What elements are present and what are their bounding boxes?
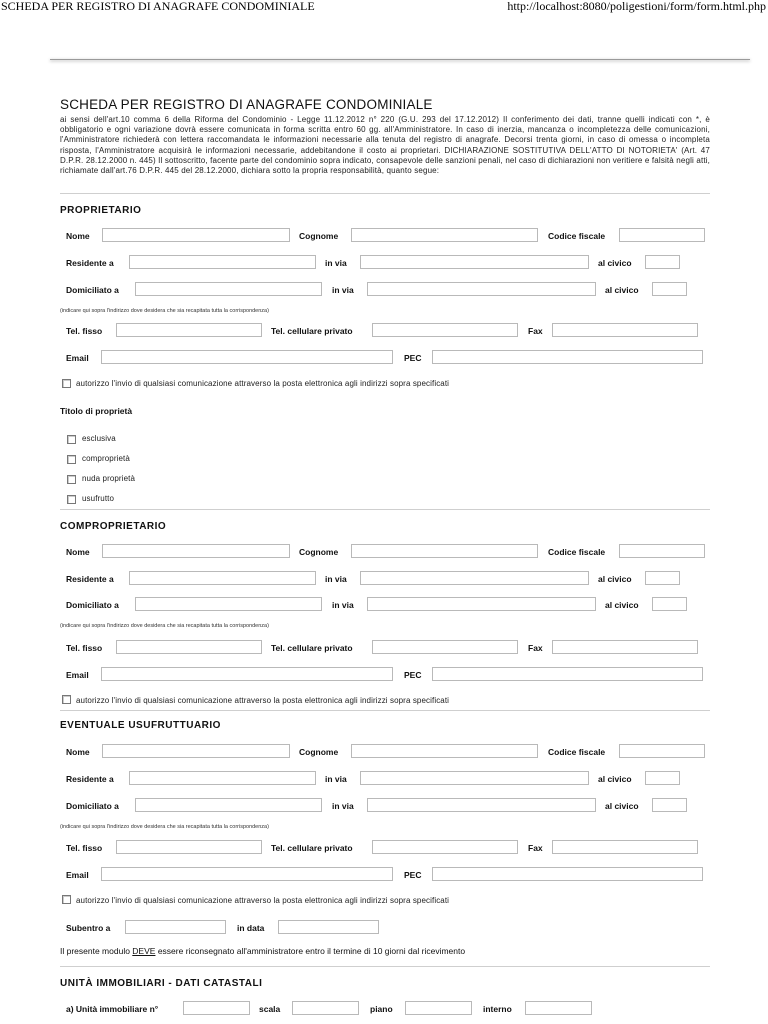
esclusiva-checkbox[interactable]	[67, 435, 76, 444]
civico-domicilio-field[interactable]	[652, 597, 687, 611]
label-cognome: Cognome	[299, 747, 339, 757]
label-codice-fiscale: Codice fiscale	[548, 547, 606, 557]
nuda-proprieta-checkbox[interactable]	[67, 475, 76, 484]
nome-field[interactable]	[102, 544, 290, 558]
via-domicilio-field[interactable]	[367, 282, 596, 296]
civico-domicilio-field[interactable]	[652, 798, 687, 812]
scala-field[interactable]	[292, 1001, 359, 1015]
section-unita-immobiliari: UNITÀ IMMOBILIARI - DATI CATASTALI	[60, 978, 263, 989]
codice-fiscale-field[interactable]	[619, 544, 705, 558]
label-tel-cellulare: Tel. cellulare privato	[271, 643, 353, 653]
label-nome: Nome	[66, 547, 90, 557]
tel-cellulare-field[interactable]	[372, 840, 518, 854]
label-in-via: in via	[325, 258, 347, 268]
label-nome: Nome	[66, 231, 90, 241]
label-domiciliato: Domiciliato a	[66, 285, 119, 295]
autorizzo-label: autorizzo l'invio di qualsiasi comunicazione attraverso la posta elettronica agli indirizzi sopra specificati	[76, 379, 450, 388]
label-residente: Residente a	[66, 574, 114, 584]
residente-field[interactable]	[129, 771, 316, 785]
section-usufruttuario: EVENTUALE USUFRUTTUARIO	[60, 720, 221, 731]
comproprieta-checkbox[interactable]	[67, 455, 76, 464]
divider	[60, 509, 710, 510]
domiciliato-field[interactable]	[135, 282, 322, 296]
label-in-via: in via	[332, 801, 354, 811]
label-tel-cellulare: Tel. cellulare privato	[271, 326, 353, 336]
label-in-via: in via	[325, 774, 347, 784]
via-residenza-field[interactable]	[360, 771, 589, 785]
domiciliato-field[interactable]	[135, 798, 322, 812]
domicilio-note: (indicare qui sopra l'indirizzo dove desidera che sia recapitata tutta la corrispondenza)	[60, 308, 269, 314]
label-fax: Fax	[528, 843, 543, 853]
pec-field[interactable]	[432, 867, 703, 881]
piano-field[interactable]	[405, 1001, 472, 1015]
option-nuda-proprieta: nuda proprietà	[82, 474, 135, 483]
label-residente: Residente a	[66, 258, 114, 268]
civico-residenza-field[interactable]	[645, 571, 680, 585]
label-in-via: in via	[325, 574, 347, 584]
option-usufrutto: usufrutto	[82, 494, 115, 503]
option-comproprieta: comproprietà	[82, 454, 130, 463]
fax-field[interactable]	[552, 840, 698, 854]
label-al-civico: al civico	[598, 258, 632, 268]
label-pec: PEC	[404, 670, 422, 680]
label-scala: scala	[259, 1004, 281, 1014]
email-field[interactable]	[101, 867, 393, 881]
label-domiciliato: Domiciliato a	[66, 600, 119, 610]
label-in-via: in via	[332, 285, 354, 295]
civico-residenza-field[interactable]	[645, 255, 680, 269]
residente-field[interactable]	[129, 255, 316, 269]
divider	[60, 193, 710, 194]
tel-fisso-field[interactable]	[116, 323, 262, 337]
codice-fiscale-field[interactable]	[619, 744, 705, 758]
section-comproprietario: COMPROPRIETARIO	[60, 521, 167, 532]
pec-field[interactable]	[432, 667, 703, 681]
label-in-via: in via	[332, 600, 354, 610]
label-al-civico: al civico	[605, 285, 639, 295]
top-divider	[50, 59, 750, 60]
notice-emphasis: DEVE	[132, 946, 156, 956]
fax-field[interactable]	[552, 323, 698, 337]
label-fax: Fax	[528, 643, 543, 653]
label-piano: piano	[370, 1004, 393, 1014]
email-field[interactable]	[101, 350, 393, 364]
pec-field[interactable]	[432, 350, 703, 364]
via-domicilio-field[interactable]	[367, 798, 596, 812]
subentro-data-field[interactable]	[278, 920, 379, 934]
fax-field[interactable]	[552, 640, 698, 654]
label-al-civico: al civico	[598, 574, 632, 584]
autorizzo-checkbox[interactable]	[62, 695, 71, 704]
tel-fisso-field[interactable]	[116, 840, 262, 854]
cognome-field[interactable]	[351, 744, 538, 758]
label-email: Email	[66, 670, 89, 680]
civico-residenza-field[interactable]	[645, 771, 680, 785]
label-residente: Residente a	[66, 774, 114, 784]
via-residenza-field[interactable]	[360, 255, 589, 269]
label-subentro: Subentro a	[66, 923, 111, 933]
print-header-url: http://localhost:8080/poligestioni/form/form.html.php	[507, 0, 766, 13]
domicilio-note: (indicare qui sopra l'indirizzo dove desidera che sia recapitata tutta la corrispondenza)	[60, 623, 269, 629]
autorizzo-label: autorizzo l'invio di qualsiasi comunicazione attraverso la posta elettronica agli indirizzi sopra specificati	[76, 696, 450, 705]
via-residenza-field[interactable]	[360, 571, 589, 585]
label-in-data: in data	[237, 923, 265, 933]
interno-field[interactable]	[525, 1001, 592, 1015]
label-fax: Fax	[528, 326, 543, 336]
via-domicilio-field[interactable]	[367, 597, 596, 611]
label-email: Email	[66, 353, 89, 363]
divider	[60, 966, 710, 967]
unita-n-field[interactable]	[183, 1001, 250, 1015]
titolo-proprieta-label: Titolo di proprietà	[60, 406, 133, 416]
section-proprietario: PROPRIETARIO	[60, 205, 142, 216]
nome-field[interactable]	[102, 744, 290, 758]
label-nome: Nome	[66, 747, 90, 757]
label-cognome: Cognome	[299, 231, 339, 241]
label-email: Email	[66, 870, 89, 880]
email-field[interactable]	[101, 667, 393, 681]
cognome-field[interactable]	[351, 228, 538, 242]
label-tel-fisso: Tel. fisso	[66, 326, 103, 336]
label-codice-fiscale: Codice fiscale	[548, 747, 606, 757]
label-al-civico: al civico	[598, 774, 632, 784]
domicilio-note: (indicare qui sopra l'indirizzo dove desidera che sia recapitata tutta la corrispondenza)	[60, 824, 269, 830]
intro-paragraph: ai sensi dell'art.10 comma 6 della Riforma del Condominio - Legge 11.12.2012 n° 220 (G.U. 293 del 17.12.2012) Il conferimento dei dati, tranne quelli indicati con *, è obbligatorio e ogni variazione dovrà essere comunicata in forma scritta entro 60 gg. all'Amministratore. In caso di inerzia, mancanza o incompletezza delle comunicazioni, l'Amministratore richiederà con lettera raccomandata le informazioni necessarie alla tenuta del registro di anagrafe. Decorsi trenta giorni, in caso di omessa o incompleta risposta, l'Amministratore acquisirà le informazioni necessarie, addebitandone il costo ai proprietari. DICHIARAZIONE SOSTITUTIVA DELL'ATTO DI NOTORIETA' (Art. 47 D.P.R. 28.12.2000 n. 445) Il sottoscritto, facente parte del condominio sopra indicato, consapevole delle sanzioni penali, nel caso di dichiarazioni non veritiere e falsità negli atti, richiamate dall'art.76 D.P.R. 445 del 28.12.2000, dichiara sotto la propria responsabilità, quanto segue:	[60, 115, 710, 176]
residente-field[interactable]	[129, 571, 316, 585]
divider	[60, 710, 710, 711]
autorizzo-checkbox[interactable]	[62, 379, 71, 388]
autorizzo-checkbox[interactable]	[62, 895, 71, 904]
label-tel-fisso: Tel. fisso	[66, 843, 103, 853]
option-esclusiva: esclusiva	[82, 434, 116, 443]
label-pec: PEC	[404, 353, 422, 363]
civico-domicilio-field[interactable]	[652, 282, 687, 296]
label-tel-fisso: Tel. fisso	[66, 643, 103, 653]
autorizzo-label: autorizzo l'invio di qualsiasi comunicazione attraverso la posta elettronica agli indirizzi sopra specificati	[76, 896, 450, 905]
notice-text: Il presente modulo DEVE essere riconsegnato all'amministratore entro il termine di 10 giorni dal ricevimento	[60, 946, 466, 956]
label-al-civico: al civico	[605, 600, 639, 610]
label-unita-n: a) Unità immobiliare n°	[66, 1004, 159, 1014]
label-pec: PEC	[404, 870, 422, 880]
nome-field[interactable]	[102, 228, 290, 242]
label-domiciliato: Domiciliato a	[66, 801, 119, 811]
usufrutto-checkbox[interactable]	[67, 495, 76, 504]
tel-cellulare-field[interactable]	[372, 323, 518, 337]
print-header-title: SCHEDA PER REGISTRO DI ANAGRAFE CONDOMINIALE	[1, 0, 315, 13]
codice-fiscale-field[interactable]	[619, 228, 705, 242]
label-al-civico: al civico	[605, 801, 639, 811]
document-title: SCHEDA PER REGISTRO DI ANAGRAFE CONDOMINIALE	[60, 97, 433, 112]
label-interno: interno	[483, 1004, 512, 1014]
label-codice-fiscale: Codice fiscale	[548, 231, 606, 241]
domiciliato-field[interactable]	[135, 597, 322, 611]
label-cognome: Cognome	[299, 547, 339, 557]
tel-cellulare-field[interactable]	[372, 640, 518, 654]
subentro-field[interactable]	[125, 920, 226, 934]
cognome-field[interactable]	[351, 544, 538, 558]
label-tel-cellulare: Tel. cellulare privato	[271, 843, 353, 853]
tel-fisso-field[interactable]	[116, 640, 262, 654]
